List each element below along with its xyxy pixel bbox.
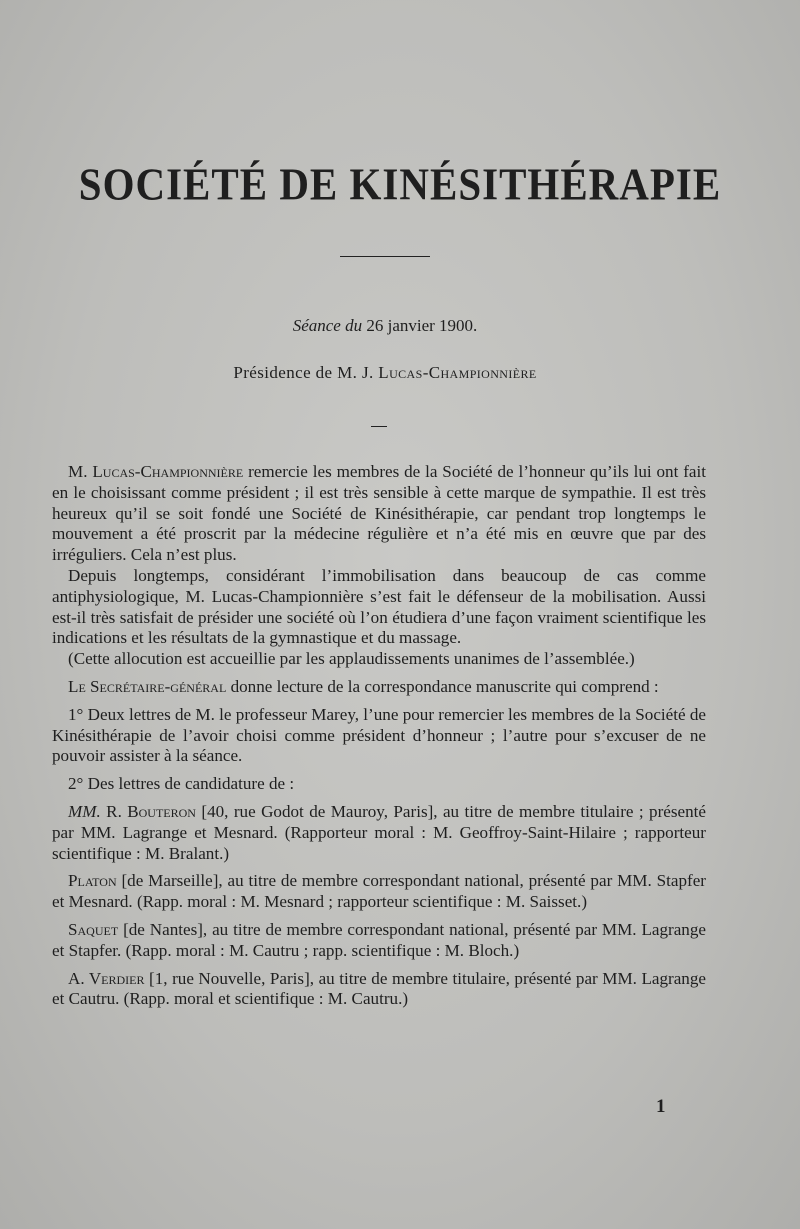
seance-label: Séance du bbox=[292, 316, 363, 335]
paragraph: Depuis longtemps, considérant l’immobilisation dans beaucoup de cas comme antiphysiologique, M. Lucas-Championnière s’est fait le défenseur de la mobilisation. Aussi est-il très satisfait de présider une société où l’on étudiera d’une façon vraiment scientifique les indications et les résultats de la gymnastique et du massage. bbox=[52, 565, 706, 648]
candidate-text: [de Marseille], au titre de membre correspondant national, présenté par MM. Stapfer et Mesnard. (Rapp. moral : M. Mesnard ; rapporteur scientifique : M. Saisset.) bbox=[52, 871, 706, 912]
section-dash bbox=[371, 426, 387, 427]
candidate-entry bbox=[52, 920, 706, 962]
paragraph bbox=[52, 462, 706, 566]
title-rule bbox=[340, 256, 430, 257]
candidate-text: [1, rue Nouvelle, Paris], au titre de membre titulaire, présenté par MM. Lagrange et Cautru. (Rapp. moral et scientifique : M. Cautru.) bbox=[52, 968, 706, 1009]
speaker-name: Le Secrétaire-général bbox=[68, 676, 227, 696]
president-name: Lucas-Championnière bbox=[378, 363, 537, 382]
candidate-name: Saquet bbox=[68, 919, 119, 939]
speaker-name: M. Lucas-Championnière bbox=[68, 462, 244, 481]
seance-line bbox=[0, 316, 770, 336]
paragraph: 1° Deux lettres de M. le professeur Marey, l’une pour remercier les membres de la Société de Kinésithérapie de l’avoir choisi comme président d’honneur ; l’autre pour s’excuser de ne pouvoir assister à la séance. bbox=[52, 704, 706, 766]
candidate-name: Platon bbox=[68, 871, 117, 891]
mm-label: MM. bbox=[68, 801, 101, 821]
candidate-entry bbox=[52, 802, 706, 864]
seance-date: 26 janvier 1900. bbox=[366, 316, 478, 335]
presidence-line bbox=[0, 363, 770, 383]
paragraph: (Cette allocution est accueillie par les applaudissements unanimes de l’assemblée.) bbox=[68, 649, 635, 669]
paragraph: 2° Des lettres de candidature de : bbox=[68, 774, 295, 794]
candidate-text: [40, rue Godot de Mauroy, Paris], au titre de membre titulaire ; présenté par MM. Lagrange et Mesnard. (Rapporteur moral : M. Geoffroy-Saint-Hilaire ; rapporteur scientifique : M. Bralant.) bbox=[52, 801, 706, 863]
candidate-entry bbox=[52, 969, 706, 1011]
body-text bbox=[52, 462, 706, 1010]
page-title: SOCIÉTÉ DE KINÉSITHÉRAPIE bbox=[78, 158, 722, 210]
candidate-entry bbox=[52, 871, 706, 913]
paragraph-text: remercie les membres de la Société de l’honneur qu’ils lui ont fait en le choisissant comme président ; il est très sensible à cette marque de sympathie. Il est très heureux qu’il se soit fondé une Société de Kinésithérapie, car pendant trop longtemps le mouvement a été proscrit par la médecine régulière et n’a été mis en œuvre que par des irréguliers. Cela n’est plus. bbox=[52, 462, 706, 565]
candidate-name: R. Bouteron bbox=[106, 801, 196, 821]
page-number: 1 bbox=[656, 1096, 666, 1117]
candidate-text: [de Nantes], au titre de membre correspondant national, présenté par MM. Lagrange et Stapfer. (Rapp. moral : M. Cautru ; rapp. scientifique : M. Bloch.) bbox=[52, 919, 706, 960]
presidence-prefix: Présidence de M. J. bbox=[233, 363, 374, 382]
paragraph-text: donne lecture de la correspondance manuscrite qui comprend : bbox=[230, 676, 659, 696]
candidate-name: A. Verdier bbox=[68, 968, 145, 988]
paragraph bbox=[52, 677, 706, 698]
